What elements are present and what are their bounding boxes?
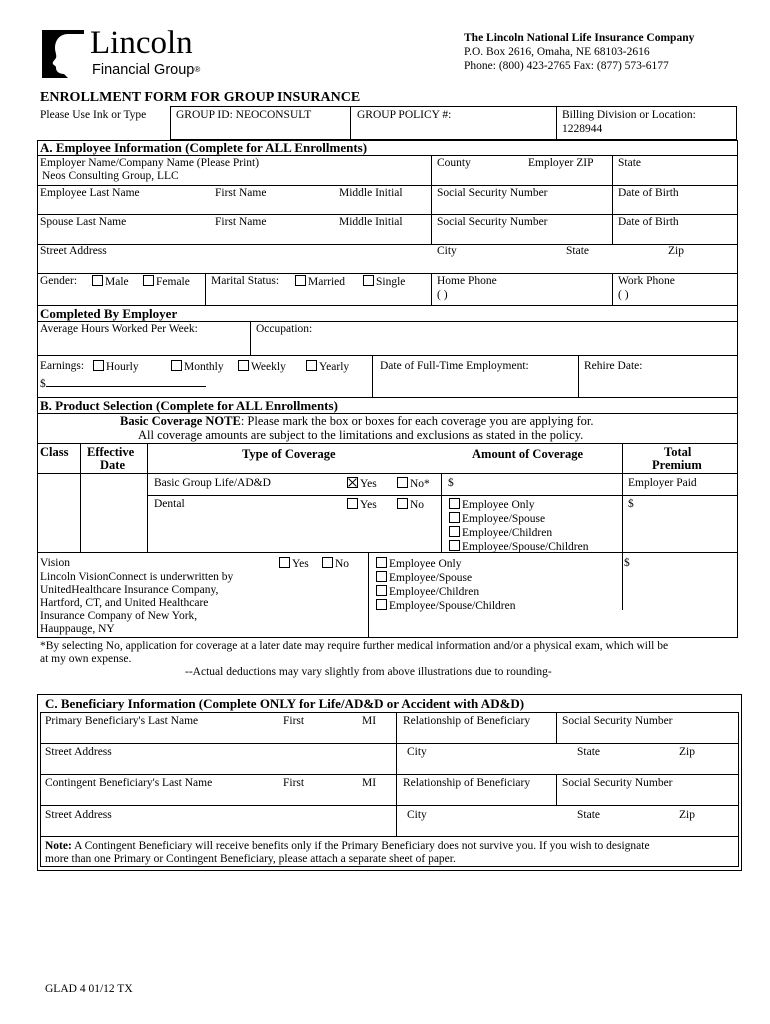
section-b-note-line1: [120, 415, 593, 428]
dental-employee-children-checkbox[interactable]: [449, 526, 460, 537]
spouse-dob-label: Date of Birth: [618, 216, 679, 228]
dental-no-option[interactable]: [397, 498, 424, 512]
vision-tier-label: Employee/Children: [389, 586, 480, 598]
vision-desc-line: UnitedHealthcare Insurance Company,: [40, 584, 219, 596]
beneficiary-note-text: A Contingent Beneficiary will receive benefits only if the Primary Beneficiary does not survive you. If you wish to designate: [71, 840, 650, 852]
dental-employee-spouse-children-checkbox[interactable]: [449, 540, 460, 551]
life-yes-checkbox[interactable]: [347, 477, 358, 488]
note-line1-text: : Please mark the box or boxes for each coverage you are applying for.: [240, 414, 594, 428]
spouse-middle-initial-label: Middle Initial: [339, 216, 403, 228]
contingent-first-label: First: [283, 777, 305, 789]
primary-zip-label: Zip: [679, 746, 695, 758]
primary-state-label: State: [577, 746, 600, 758]
work-phone-field[interactable]: ( ): [618, 289, 629, 301]
dental-coverage-label: Dental: [154, 498, 185, 510]
col-total-header-2: Premium: [652, 458, 702, 472]
employee-first-name-label: First Name: [215, 187, 267, 199]
full-time-date-label: Date of Full-Time Employment:: [380, 360, 529, 372]
primary-ssn-label: Social Security Number: [562, 715, 673, 727]
weekly-checkbox[interactable]: [238, 360, 249, 371]
dental-yes-option[interactable]: [347, 498, 377, 512]
male-checkbox[interactable]: [92, 275, 103, 286]
male-label: Male: [105, 276, 129, 288]
vision-no-option[interactable]: [322, 557, 349, 571]
col-effective-header-1: Effective: [87, 445, 135, 459]
dental-no-label: No: [410, 499, 425, 511]
primary-relationship-label: Relationship of Beneficiary: [403, 715, 531, 727]
vision-tier-employee-spouse[interactable]: [376, 571, 472, 585]
company-name: The Lincoln National Life Insurance Company: [464, 32, 695, 44]
spouse-last-name-label: Spouse Last Name: [40, 216, 127, 228]
vision-employee-spouse-checkbox[interactable]: [376, 571, 387, 582]
primary-mi-label: MI: [362, 715, 377, 727]
earnings-amount-line: [46, 376, 206, 387]
rehire-date-label: Rehire Date:: [584, 360, 643, 372]
contingent-zip-label: Zip: [679, 809, 695, 821]
yearly-checkbox[interactable]: [306, 360, 317, 371]
home-phone-label: Home Phone: [437, 275, 497, 287]
contingent-mi-label: MI: [362, 777, 377, 789]
billing-value[interactable]: 1228944: [562, 123, 603, 135]
section-a-title: A. Employee Information (Complete for ALL Enrollments): [40, 140, 368, 155]
female-label: Female: [156, 276, 190, 288]
hourly-label: Hourly: [106, 361, 139, 373]
col-class-header: Class: [40, 445, 69, 459]
section-b-title: B. Product Selection (Complete for ALL Enrollments): [40, 398, 338, 413]
married-checkbox[interactable]: [295, 275, 306, 286]
gender-female-option[interactable]: [143, 275, 190, 289]
life-no-checkbox[interactable]: [397, 477, 408, 488]
county-label: County: [437, 157, 471, 169]
vision-employee-only-checkbox[interactable]: [376, 557, 387, 568]
company-logo: [38, 25, 238, 80]
col-amount-header: Amount of Coverage: [472, 447, 584, 461]
employer-section-title: Completed By Employer: [40, 306, 178, 321]
dental-yes-label: Yes: [360, 499, 377, 511]
vision-tier-employee-spouse-children[interactable]: [376, 599, 515, 613]
dental-employee-only-checkbox[interactable]: [449, 498, 460, 509]
beneficiary-note-label: Note:: [45, 840, 72, 852]
work-phone-label: Work Phone: [618, 275, 675, 287]
vision-no-label: No: [335, 558, 350, 570]
home-phone-field[interactable]: ( ): [437, 289, 448, 301]
primary-city-label: City: [407, 746, 427, 758]
note-label: Basic Coverage NOTE: [120, 414, 241, 428]
vision-yes-label: Yes: [292, 558, 309, 570]
vision-premium-field[interactable]: $: [624, 557, 630, 569]
vision-desc-line: Lincoln VisionConnect is underwritten by: [40, 571, 234, 583]
primary-last-name-label: Primary Beneficiary's Last Name: [45, 715, 199, 727]
vision-desc-line: Insurance Company of New York,: [40, 610, 198, 622]
vision-coverage-label: Vision: [40, 557, 70, 569]
dental-no-checkbox[interactable]: [397, 498, 408, 509]
gender-label: Gender:: [40, 275, 78, 287]
earnings-hourly-option[interactable]: [93, 360, 139, 374]
life-amount-field[interactable]: $: [448, 477, 454, 489]
company-address: P.O. Box 2616, Omaha, NE 68103-2616: [464, 46, 650, 58]
employer-name-value[interactable]: Neos Consulting Group, LLC: [42, 170, 179, 182]
vision-no-checkbox[interactable]: [322, 557, 333, 568]
vision-employee-children-checkbox[interactable]: [376, 585, 387, 596]
primary-first-label: First: [283, 715, 305, 727]
employee-middle-initial-label: Middle Initial: [339, 187, 403, 199]
contingent-street-label: Street Address: [45, 809, 112, 821]
monthly-checkbox[interactable]: [171, 360, 182, 371]
dental-tier-label: Employee/Spouse: [462, 513, 546, 525]
group-id-field[interactable]: GROUP ID: NEOCONSULT: [176, 109, 312, 121]
col-effective-header-2: Date: [100, 458, 125, 472]
employee-last-name-label: Employee Last Name: [40, 187, 140, 199]
avg-hours-label: Average Hours Worked Per Week:: [40, 323, 198, 335]
deduction-note: --Actual deductions may vary slightly from above illustrations due to rounding-: [185, 666, 552, 678]
address-state-label: State: [566, 245, 589, 257]
gender-male-option[interactable]: [92, 275, 129, 289]
life-no-option[interactable]: [397, 477, 430, 491]
beneficiary-note-line1: [45, 840, 650, 853]
occupation-label: Occupation:: [256, 323, 313, 335]
zip-label: Zip: [668, 245, 684, 257]
dental-premium-field[interactable]: $: [628, 498, 634, 510]
col-type-header: Type of Coverage: [242, 447, 336, 461]
vision-tier-employee-children[interactable]: [376, 585, 479, 599]
contingent-last-name-label: Contingent Beneficiary's Last Name: [45, 777, 213, 789]
monthly-label: Monthly: [184, 361, 224, 373]
disclaimer-line1: *By selecting No, application for coverage at a later date may require further medical information and/or a physical exam, which will be: [40, 640, 669, 652]
dental-yes-checkbox[interactable]: [347, 498, 358, 509]
logo-subtitle-text: Financial Group: [92, 62, 195, 78]
dental-tier-label: Employee Only: [462, 499, 535, 511]
contingent-ssn-label: Social Security Number: [562, 777, 673, 789]
form-title: ENROLLMENT FORM FOR GROUP INSURANCE: [40, 90, 361, 105]
spouse-first-name-label: First Name: [215, 216, 267, 228]
vision-desc-line: Hauppauge, NY: [40, 623, 115, 635]
lincoln-silhouette-icon: [38, 28, 88, 80]
marital-status-label: Marital Status:: [211, 275, 280, 287]
married-label: Married: [308, 276, 346, 288]
employee-ssn-label: Social Security Number: [437, 187, 548, 199]
state-label: State: [618, 157, 641, 169]
beneficiary-note-line2: more than one Primary or Contingent Beneficiary, please attach a separate sheet of paper.: [45, 853, 456, 865]
contingent-state-label: State: [577, 809, 600, 821]
dental-tier-label: Employee/Children: [462, 527, 553, 539]
disclaimer-line2: at my own expense.: [40, 653, 132, 665]
life-no-label: No*: [410, 478, 430, 490]
hourly-checkbox[interactable]: [93, 360, 104, 371]
dental-tier-employee-children[interactable]: [449, 526, 552, 540]
col-total-header-1: Total: [664, 445, 692, 459]
form-code: GLAD 4 01/12 TX: [45, 983, 133, 995]
dental-tier-employee-spouse[interactable]: [449, 512, 545, 526]
company-phone: Phone: (800) 423-2765 Fax: (877) 573-6177: [464, 60, 669, 72]
group-policy-field[interactable]: GROUP POLICY #:: [357, 109, 452, 121]
female-checkbox[interactable]: [143, 275, 154, 286]
life-yes-option[interactable]: [347, 477, 377, 491]
dental-tier-employee-only[interactable]: [449, 498, 535, 512]
marital-single-option[interactable]: [363, 275, 405, 289]
earnings-yearly-option[interactable]: [306, 360, 349, 374]
spouse-ssn-label: Social Security Number: [437, 216, 548, 228]
street-address-label: Street Address: [40, 245, 107, 257]
billing-label: Billing Division or Location:: [562, 109, 696, 121]
section-b-note-line2: All coverage amounts are subject to the limitations and exclusions as stated in the policy.: [138, 428, 584, 442]
vision-tier-label: Employee/Spouse/Children: [389, 600, 516, 612]
logo-subtitle: [92, 62, 200, 78]
ink-note: Please Use Ink or Type: [40, 109, 147, 121]
vision-tier-employee-only[interactable]: [376, 557, 462, 571]
life-yes-label: Yes: [360, 478, 377, 490]
dental-employee-spouse-checkbox[interactable]: [449, 512, 460, 523]
contingent-city-label: City: [407, 809, 427, 821]
life-premium-value: Employer Paid: [628, 477, 697, 489]
vision-employee-spouse-children-checkbox[interactable]: [376, 599, 387, 610]
vision-yes-option[interactable]: [279, 557, 309, 571]
contingent-relationship-label: Relationship of Beneficiary: [403, 777, 531, 789]
employee-dob-label: Date of Birth: [618, 187, 679, 199]
single-checkbox[interactable]: [363, 275, 374, 286]
weekly-label: Weekly: [251, 361, 286, 373]
vision-desc-line: Hartford, CT, and United Healthcare: [40, 597, 209, 609]
earnings-dollar-sign: $: [40, 378, 46, 390]
vision-yes-checkbox[interactable]: [279, 557, 290, 568]
yearly-label: Yearly: [319, 361, 350, 373]
vision-tier-label: Employee/Spouse: [389, 572, 473, 584]
earnings-monthly-option[interactable]: [171, 360, 224, 374]
earnings-amount-field[interactable]: [40, 376, 206, 391]
primary-street-label: Street Address: [45, 746, 112, 758]
single-label: Single: [376, 276, 406, 288]
marital-married-option[interactable]: [295, 275, 345, 289]
employer-zip-label: Employer ZIP: [528, 157, 594, 169]
section-c-title: C. Beneficiary Information (Complete ONLY for Life/AD&D or Accident with AD&D): [45, 696, 525, 711]
earnings-weekly-option[interactable]: [238, 360, 286, 374]
employer-name-label: Employer Name/Company Name (Please Print): [40, 157, 260, 169]
vision-tier-label: Employee Only: [389, 558, 462, 570]
logo-registered-mark: ®: [194, 65, 201, 74]
logo-name: Lincoln: [90, 25, 193, 61]
earnings-label: Earnings:: [40, 360, 85, 372]
dental-tier-label: Employee/Spouse/Children: [462, 541, 589, 553]
life-coverage-label: Basic Group Life/AD&D: [154, 477, 271, 489]
city-label: City: [437, 245, 457, 257]
